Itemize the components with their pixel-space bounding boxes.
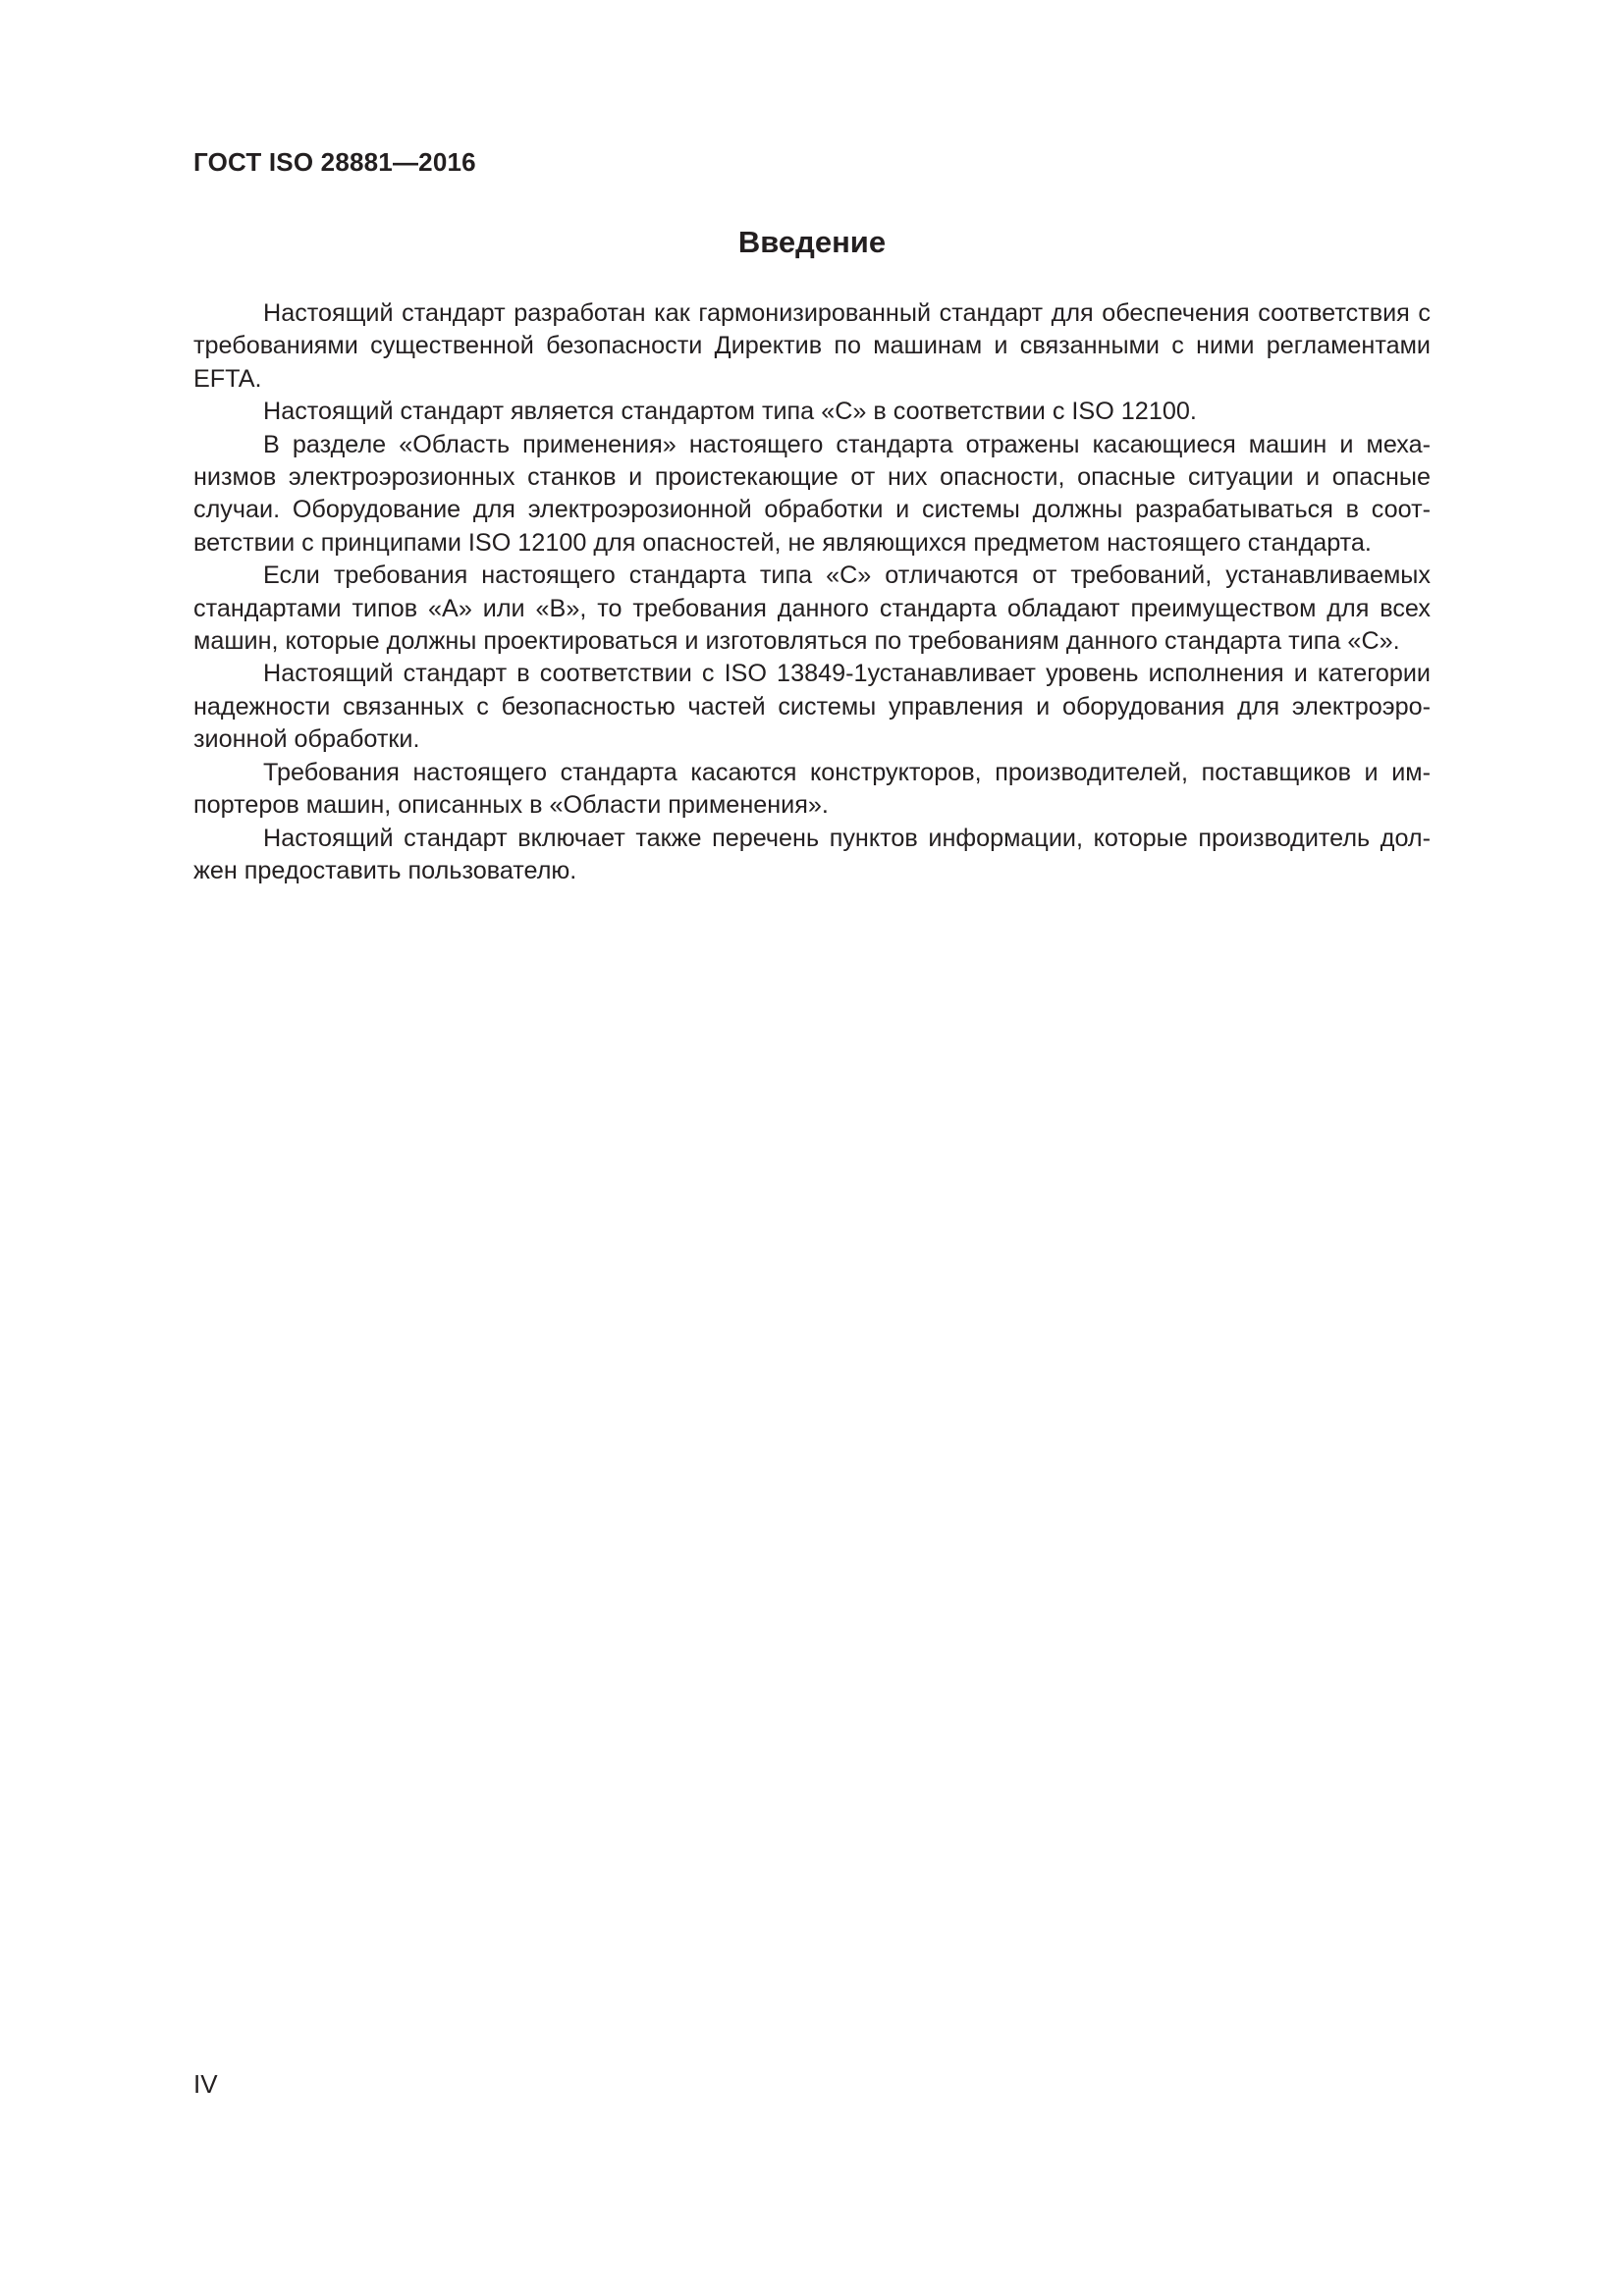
paragraph: Если требования настоящего стандарта типа «С» отличаются от требований, устанавливаемых стандартами типов «А» или «В», то требования данного стандарта обладают преимуществом для всех машин, которые должны проектироваться и изготовляться по требованиям данного стандарта типа «С». bbox=[193, 561, 1431, 656]
paragraph: Требования настоящего стандарта касаются конструкторов, производителей, поставщиков и импортеров машин, описанных в «Области применения». bbox=[193, 758, 1431, 820]
section-title: Введение bbox=[737, 225, 887, 259]
paragraph: Настоящий стандарт в соответствии с ISO 13849-1устанавливает уровень исполнения и категории надежности связанных с безопасностью частей системы управления и оборудования для электроэрозионной обработки. bbox=[193, 660, 1431, 754]
introduction-body bbox=[193, 297, 1431, 887]
paragraph: Настоящий стандарт разработан как гармонизированный стандарт для обеспечения соответствия с требованиями существенной безопасности Директив по машинам и связанными с ними регламентами EFTA. bbox=[193, 299, 1431, 393]
paragraph: Настоящий стандарт является стандартом типа «С» в соответствии с ISO 12100. bbox=[263, 398, 1197, 426]
paragraph: В разделе «Область применения» настоящего стандарта отражены касающиеся машин и механизмов электроэрозионных станков и проистекающие от них опасности, опасные ситуации и опасные случаи. Оборудование для электроэрозионной обработки и системы должны разрабатываться в соответствии с принципами ISO 12100 для опасностей, не являющихся предметом настоящего стандарта. bbox=[193, 430, 1431, 557]
document-code-header: ГОСТ ISO 28881—2016 bbox=[193, 147, 476, 177]
paragraph: Настоящий стандарт включает также перечень пунктов информации, которые производитель должен предоставить пользователю. bbox=[193, 824, 1431, 884]
page-number: IV bbox=[193, 2069, 218, 2099]
